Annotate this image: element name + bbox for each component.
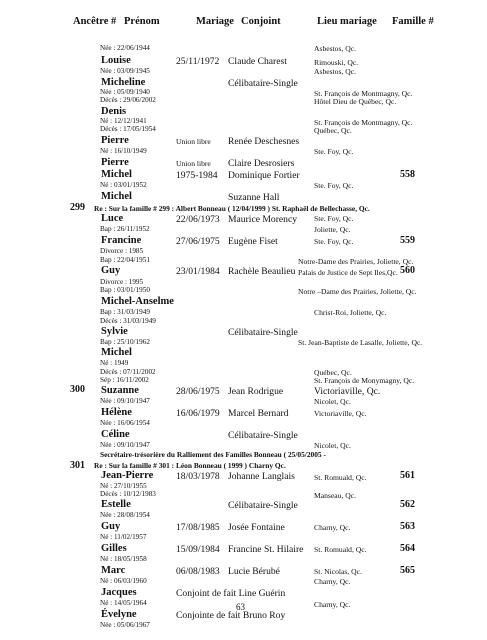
entry-line: Conjoint de fait Line Guérin [176, 588, 286, 599]
entry-line: Renée Deschesnes [228, 136, 300, 147]
entry-line: Ste. Foy, Qc. [314, 237, 354, 246]
entry-line: Sép : 16/11/2002 [100, 376, 149, 384]
entry-line: 06/08/1983 [176, 566, 220, 577]
entry-line: Né : 06/03/1960 [100, 577, 147, 585]
header-lieu-mariage: Lieu mariage [317, 16, 377, 27]
entry-line: Évelyne [101, 609, 137, 620]
entry-line: St. Jean-Baptiste de Lasalle, Joliette, Qc. [298, 338, 423, 347]
entry-line: 301 [70, 460, 85, 471]
entry-line: Ste. Foy, Qc. [314, 181, 354, 190]
entry-line: Asbestos, Qc. [314, 67, 356, 76]
entry-line: Claire Desrosiers [228, 158, 295, 169]
entry-line: Née : 03/09/1945 [100, 67, 150, 75]
entry-line: Victoriaville, Qc. [314, 409, 367, 418]
entry-line: Née : 16/06/1954 [100, 419, 150, 427]
entry-line: Décès : 29/06/2002 [100, 96, 156, 104]
entry-line: Francine St. Hilaire [228, 544, 304, 555]
entry-line: Charny, Qc. [314, 600, 351, 609]
entry-line: 1975-1984 [176, 170, 218, 181]
entry-line: Palais de Justice de Sept Iles,Qc. [298, 268, 398, 277]
entry-line: Josée Fontaine [228, 522, 285, 533]
entry-line: Marc [101, 565, 126, 576]
entry-line: Québec, Qc. [314, 368, 352, 377]
entry-line: 560 [400, 265, 415, 276]
entry-line: Union libre [176, 137, 211, 146]
entry-line: Notre-Dame des Prairies, Joliette, Qc. [298, 257, 414, 266]
entry-line: Né : 14/05/1964 [100, 599, 147, 607]
entry-line: 299 [70, 202, 85, 213]
header-prenom: Prénom [124, 16, 160, 27]
entry-line: Conjointe de fait Bruno Roy [176, 610, 286, 621]
entry-line: Michel [101, 191, 132, 202]
entry-line: Eugène Fiset [228, 236, 278, 247]
entry-line: Hélène [101, 407, 132, 418]
entry-line: Jacques [101, 587, 137, 598]
entry-line: 15/09/1984 [176, 544, 220, 555]
entry-line: Bap : 25/10/1962 [100, 338, 150, 346]
entry-line: 28/06/1975 [176, 386, 220, 397]
entry-line: Célibataire-Single [228, 500, 298, 511]
entry-line: Estelle [101, 499, 131, 510]
entry-line: Célibataire-Single [228, 327, 298, 338]
entry-line: Né : 03/01/1952 [100, 181, 147, 189]
entry-line: Louise [101, 55, 131, 66]
entry-line: Manseau, Qc. [314, 491, 356, 500]
entry-line: Re : Sur la famille # 301 : Léon Bonneau ( 1999 ) Charny Qc. [94, 461, 286, 470]
entry-line: Bap : 22/04/1951 [100, 256, 150, 264]
entry-line: Guy [101, 521, 121, 532]
entry-line: Bap : 03/01/1950 [100, 286, 150, 294]
entry-line: Ste. Foy, Qc. [314, 214, 354, 223]
entry-line: 16/06/1979 [176, 408, 220, 419]
entry-line: Décès : 10/12/1983 [100, 490, 156, 498]
entry-line: Décès : 31/03/1949 [100, 317, 156, 325]
entry-line: St. Nicolas, Qc. [314, 567, 362, 576]
entry-line: 558 [400, 169, 415, 180]
entry-line: Céline [101, 429, 130, 440]
entry-line: 25/11/1972 [176, 56, 220, 67]
entry-line: 300 [70, 384, 85, 395]
entry-line: Micheline [101, 77, 146, 88]
entry-line: Gilles [101, 543, 127, 554]
entry-line: Hôtel Dieu de Québec, Qc. [314, 97, 397, 106]
entry-line: Nicolet, Qc. [314, 441, 351, 450]
entry-line: Québec, Qc. [314, 126, 352, 135]
entry-line: Née : 09/10/1947 [100, 397, 150, 405]
entry-line: St. François de Montmagny, Qc. [314, 118, 413, 127]
entry-line: Maurice Morency [228, 214, 297, 225]
entry-line: Victoriaville, Qc. [314, 386, 381, 397]
entry-line: Sylvie [101, 326, 128, 337]
entry-line: Décès : 07/11/2002 [100, 368, 156, 376]
entry-line: Jean-Pierre [101, 470, 154, 481]
entry-line: Dominique Fortier [228, 170, 300, 181]
entry-line: Secrétaire-trésorière du Ralliement des Familles Bonneau ( 25/05/2005 - [100, 450, 326, 459]
entry-line: Re : Sur la famille # 299 : Albert Bonneau ( 12/04/1999 ) St. Raphaël de Bellechasse, Qc. [94, 204, 370, 213]
header-mariage: Mariage [196, 16, 234, 27]
entry-line: 564 [400, 543, 415, 554]
entry-line: 562 [400, 499, 415, 510]
entry-line: 565 [400, 565, 415, 576]
entry-line: Divorce : 1985 [100, 247, 144, 255]
entry-line: Nicolet, Qc. [314, 397, 351, 406]
entry-line: St. Romuald, Qc. [314, 473, 367, 482]
entry-line: Célibataire-Single [228, 78, 298, 89]
entry-line: Né : 12/12/1941 [100, 117, 147, 125]
entry-line: Suzanne [101, 385, 139, 396]
entry-line: St. François de Montmagny, Qc. [314, 89, 413, 98]
entry-line: 17/08/1985 [176, 522, 220, 533]
entry-line: 22/06/1973 [176, 214, 220, 225]
entry-line: Guy [101, 265, 121, 276]
entry-line: Né : 1949 [100, 359, 129, 367]
entry-line: Johanne Langlais [228, 471, 295, 482]
entry-line: Lucie Bérubé [228, 566, 280, 577]
entry-line: Né : 16/10/1949 [100, 147, 147, 155]
entry-line: Claude Charest [228, 56, 287, 67]
entry-line: Michel-Anselme [101, 296, 174, 307]
entry-line: Suzanne Hall [228, 192, 280, 203]
entry-line: St. François de Monymagny, Qc. [314, 376, 415, 385]
entry-line: Marcel Bernard [228, 408, 289, 419]
entry-line: Divorce : 1995 [100, 278, 144, 286]
entry-line: Denis [101, 106, 127, 117]
header-conjoint: Conjoint [241, 16, 281, 27]
entry-line: Né : 11/02/1957 [100, 533, 147, 541]
entry-line: Née : 09/10/1947 [100, 441, 150, 449]
entry-line: Charny, Qc. [314, 523, 351, 532]
entry-line: Bap : 31/03/1949 [100, 308, 150, 316]
entry-line: Joliette, Qc. [314, 225, 351, 234]
entry-line: Notre –Dame des Prairies, Joliette, Qc. [298, 287, 417, 296]
entry-line: 27/06/1975 [176, 236, 220, 247]
entry-line: Décès : 17/05/1954 [100, 125, 156, 133]
entry-line: Francine [101, 235, 142, 246]
entry-line: Luce [101, 213, 124, 224]
entry-line: Jean Rodrigue [228, 386, 284, 397]
entry-line: Union libre [176, 159, 211, 168]
entry-line: Célibataire-Single [228, 430, 298, 441]
entry-line: Michel [101, 169, 132, 180]
entry-line: 561 [400, 470, 415, 481]
entry-line: Pierre [101, 135, 129, 146]
header-ancetre: Ancêtre # [73, 16, 117, 27]
entry-line: Né : 18/05/1958 [100, 555, 147, 563]
entry-line: Née : 05/09/1940 [100, 88, 150, 96]
entry-line: Bap : 26/11/1952 [100, 225, 150, 233]
entry-line: Née : 05/06/1967 [100, 621, 150, 629]
entry-line: Né : 27/10/1955 [100, 482, 147, 490]
entry-line: Née : 28/08/1954 [100, 511, 150, 519]
header-famille: Famille # [392, 16, 434, 27]
entry-line: Rachèle Beaulieu [228, 266, 296, 277]
entry-line: 563 [400, 521, 415, 532]
entry-line: 18/03/1978 [176, 471, 220, 482]
entry-line: 23/01/1984 [176, 266, 220, 277]
entry-line: Christ-Roi, Joliette, Qc. [314, 308, 387, 317]
entry-line: St. Romuald, Qc. [314, 545, 367, 554]
entry-line: Charny, Qc. [314, 577, 351, 586]
entry-line: Ste. Foy, Qc. [314, 147, 354, 156]
entry-line: Michel [101, 347, 132, 358]
entry-line: Née : 22/06/1944 [100, 44, 150, 52]
entry-line: Rimouski, Qc. [314, 58, 359, 67]
page-number: 63 [236, 602, 245, 612]
entry-line: Asbestos, Qc. [314, 44, 356, 53]
entry-line: 559 [400, 235, 415, 246]
entry-line: Pierre [101, 157, 129, 168]
